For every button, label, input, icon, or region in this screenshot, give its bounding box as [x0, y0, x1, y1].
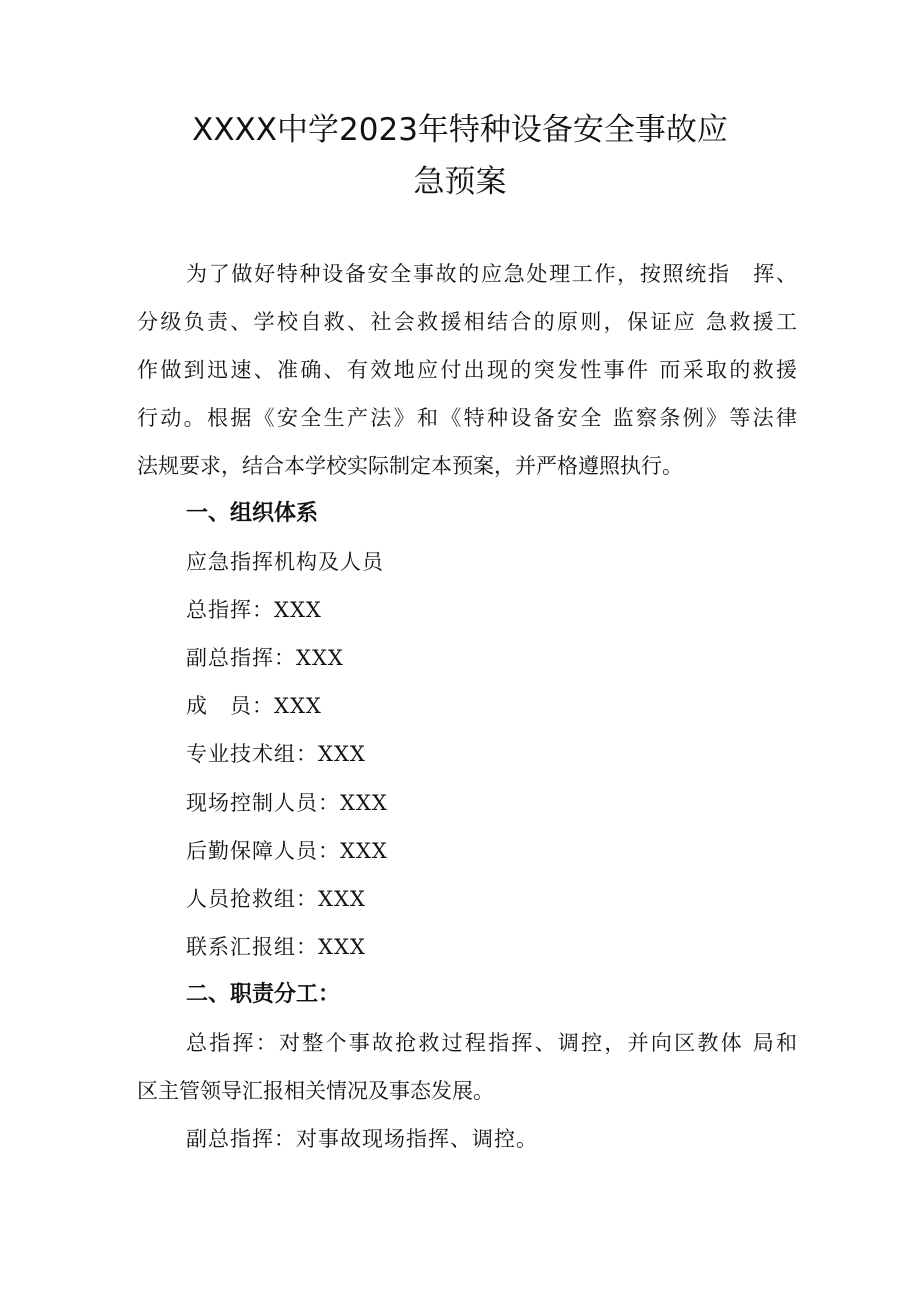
organization-line: 现场控制人员：XXX: [186, 791, 388, 815]
responsibility-paragraph-line: 副总指挥：对事故现场指挥、调控。: [186, 1127, 538, 1151]
responsibility-paragraph-line: 区主管领导汇报相关情况及事态发展。: [137, 1079, 494, 1103]
organization-line: 副总指挥：XXX: [186, 646, 344, 670]
section-heading-organization: 一、组织体系: [186, 501, 319, 526]
document-title-line-1: XXXX中学2023年特种设备安全事故应: [192, 112, 728, 148]
intro-paragraph-line: 为了做好特种设备安全事故的应急处理工作，按照统指 挥、: [186, 262, 797, 286]
document-title-line-2: 急预案: [413, 164, 507, 200]
intro-paragraph-line: 分级负责、学校自救、社会救援相结合的原则，保证应 急救援工: [137, 310, 797, 334]
organization-line: 联系汇报组：XXX: [186, 935, 366, 959]
organization-line: 人员抢救组：XXX: [186, 887, 366, 911]
responsibility-paragraph-line: 总指挥：对整个事故抢救过程指挥、调控，并向区教体 局和: [186, 1031, 797, 1055]
organization-line: 成 员：XXX: [186, 694, 322, 718]
organization-line: 应急指挥机构及人员: [186, 550, 384, 574]
intro-paragraph-line: 法规要求，结合本学校实际制定本预案，并严格遵照执行。: [137, 454, 683, 478]
intro-paragraph-line: 作做到迅速、准确、有效地应付出现的突发性事件 而采取的救援: [137, 358, 797, 382]
section-heading-responsibilities: 二、职责分工：: [186, 982, 341, 1007]
organization-line: 总指挥：XXX: [186, 598, 322, 622]
organization-line: 专业技术组：XXX: [186, 742, 366, 766]
organization-line: 后勤保障人员：XXX: [186, 839, 388, 863]
intro-paragraph-line: 行动。根据《安全生产法》和《特种设备安全 监察条例》等法律: [137, 406, 797, 430]
